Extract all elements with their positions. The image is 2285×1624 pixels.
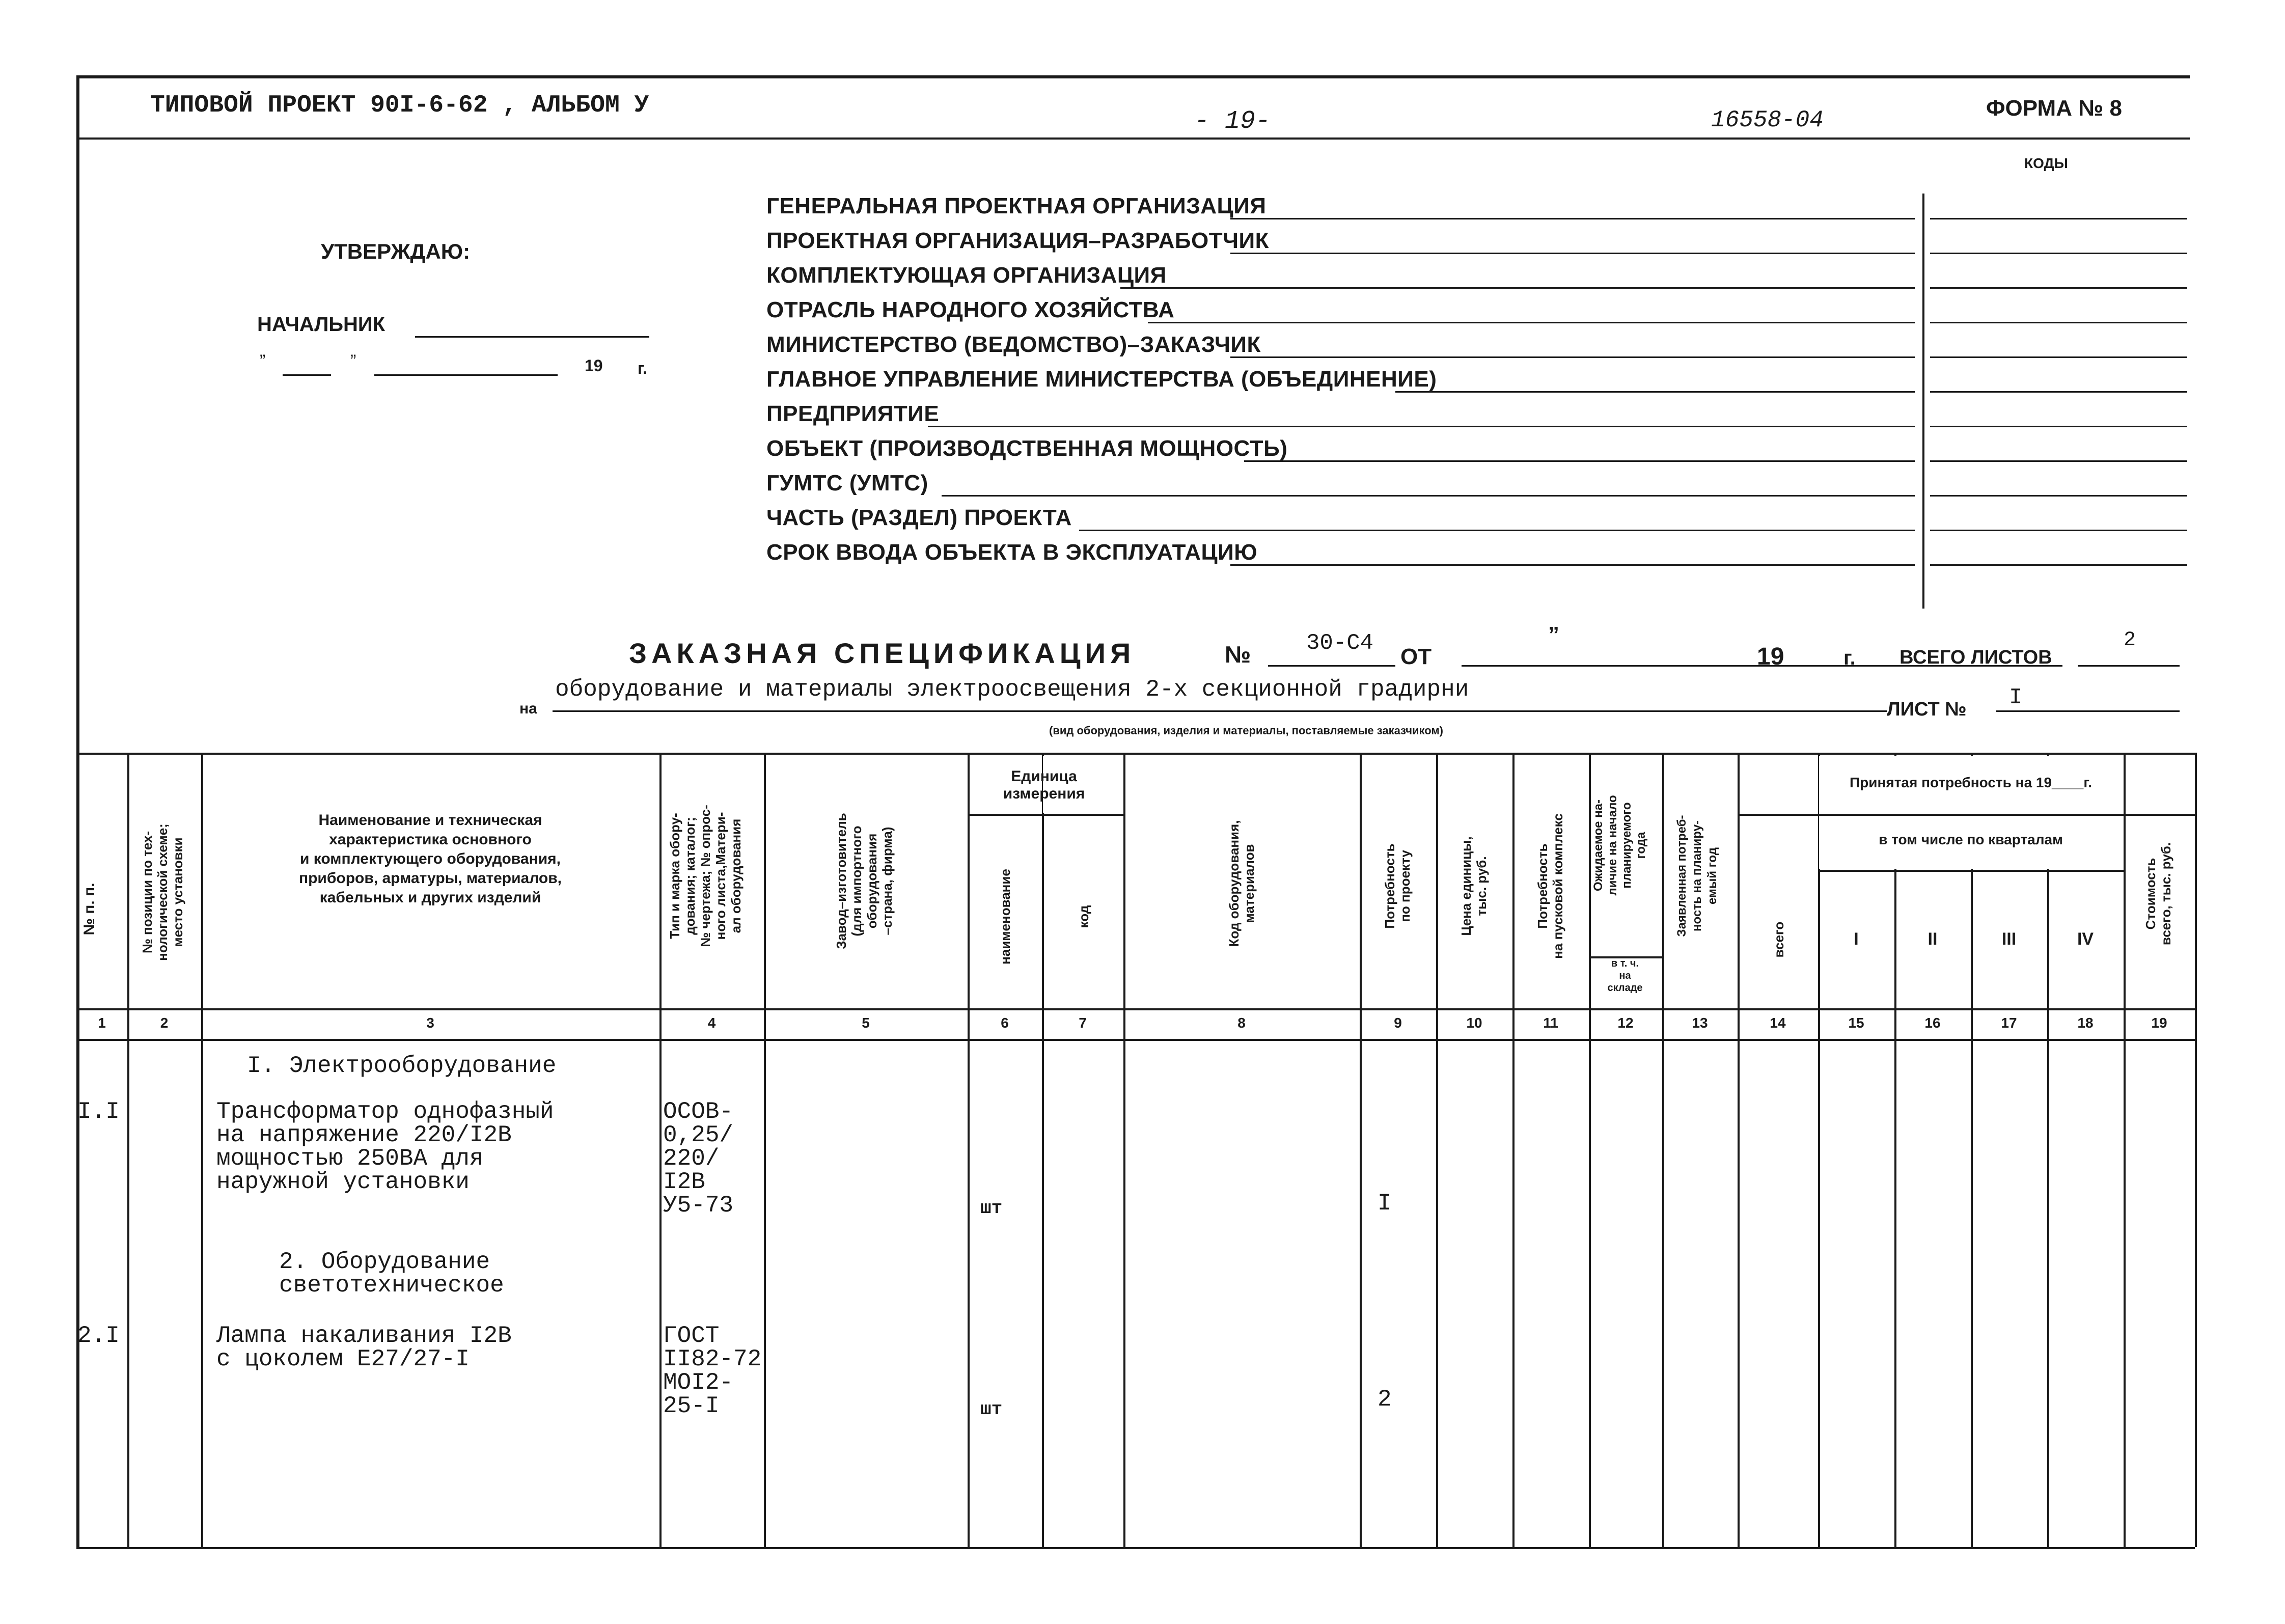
org-field-code-line[interactable] — [1930, 495, 2187, 497]
row-1-qty: I — [1378, 1190, 1392, 1217]
column-number: 10 — [1466, 1015, 1482, 1031]
row-1-unit: шт — [980, 1198, 1003, 1219]
header-c11: Потребность на пусковой комплекс — [1535, 813, 1565, 959]
table-column-line — [1436, 753, 1438, 1547]
date-quote-open: ” — [260, 351, 266, 371]
column-number: 7 — [1079, 1015, 1087, 1031]
table-column-line — [2195, 753, 2197, 1547]
column-number: 15 — [1848, 1015, 1864, 1031]
table-column-line — [201, 753, 203, 1547]
header-c8: Код оборудования, материалов — [1226, 820, 1257, 947]
org-field-label: ПРОЕКТНАЯ ОРГАНИЗАЦИЯ–РАЗРАБОТЧИК — [766, 228, 1270, 253]
section-title-1: I. Электрооборудование — [247, 1053, 557, 1079]
header-unit-group: Единица измерения — [1003, 768, 1085, 802]
unit-group-divider — [968, 814, 1123, 816]
column-number: 5 — [862, 1015, 870, 1031]
column-number: 2 — [160, 1015, 169, 1031]
org-field-line[interactable] — [1148, 322, 1915, 323]
org-field-label: ОБЪЕКТ (ПРОИЗВОДСТВЕННАЯ МОЩНОСТЬ) — [766, 436, 1288, 461]
column-number: 13 — [1692, 1015, 1708, 1031]
column-number: 8 — [1237, 1015, 1246, 1031]
column-number: 16 — [1924, 1015, 1941, 1031]
header-c2: № позиции по тех- нологической схеме; место установки — [140, 823, 185, 961]
header-c17: III — [2001, 929, 2017, 949]
org-field-line[interactable] — [1230, 564, 1915, 566]
row-2-qty: 2 — [1378, 1386, 1392, 1413]
table-bottom-border — [76, 1547, 2195, 1549]
spec-caption: (вид оборудования, изделия и материалы, поставляемые заказчиком) — [1049, 724, 1444, 737]
codes-vertical-line — [1922, 194, 1924, 609]
org-field-line[interactable] — [1395, 391, 1915, 393]
registration-number: 16558-04 — [1711, 107, 1824, 133]
column-number: 18 — [2077, 1015, 2094, 1031]
table-top-border — [76, 753, 2195, 755]
spec-from-label: ОТ — [1400, 644, 1432, 669]
org-field-line[interactable] — [942, 495, 1915, 497]
header-c16: II — [1928, 929, 1938, 949]
project-title: ТИПОВОЙ ПРОЕКТ 90I-6-62 , АЛЬБОМ У — [150, 92, 649, 119]
header-c7: код — [1076, 905, 1091, 928]
org-field-label: ГУМТС (УМТС) — [766, 471, 928, 496]
spec-year: 19 — [1757, 643, 1784, 670]
header-c5: Завод–изготовитель (для импортного оборудования –страна, фирма) — [834, 813, 895, 949]
column-number: 12 — [1617, 1015, 1634, 1031]
column-number: 4 — [707, 1015, 716, 1031]
section-title-2: 2. Оборудование светотехническое — [279, 1249, 504, 1299]
table-column-line — [1738, 753, 1740, 1547]
row-2-num: 2.I — [77, 1323, 120, 1349]
table-column-line — [659, 753, 662, 1547]
date-day-line — [283, 374, 331, 376]
org-field-line[interactable] — [1230, 253, 1915, 254]
date-quote-close: ” — [350, 351, 356, 371]
table-column-line — [764, 753, 766, 1547]
header-c12-sub: в т. ч. на складе — [1607, 958, 1643, 994]
table-column-line — [76, 753, 78, 1547]
org-field-line[interactable] — [1244, 460, 1915, 462]
header-c10: Цена единицы, тыс. руб. — [1458, 836, 1489, 936]
header-c19: Стоимость всего, тыс. руб. — [2143, 842, 2173, 946]
org-field-label: ЧАСТЬ (РАЗДЕЛ) ПРОЕКТА — [766, 505, 1072, 530]
org-field-code-line[interactable] — [1930, 218, 2187, 219]
column-number: 1 — [98, 1015, 106, 1031]
org-field-code-line[interactable] — [1930, 564, 2187, 566]
table-column-line — [2047, 753, 2049, 1547]
header-quarters-group: в том числе по кварталам — [1879, 832, 2063, 847]
table-header-bottom — [76, 1008, 2195, 1010]
org-field-code-line[interactable] — [1930, 287, 2187, 289]
org-field-label: ОТРАСЛЬ НАРОДНОГО ХОЗЯЙСТВА — [766, 297, 1175, 322]
table-column-line — [1662, 753, 1664, 1547]
header-c1: № п. п. — [81, 883, 98, 935]
accepted-group-divider — [1738, 814, 2195, 816]
org-field-label: МИНИСТЕРСТВО (ВЕДОМСТВО)–ЗАКАЗЧИК — [766, 332, 1261, 357]
sheet-line — [1996, 710, 2180, 712]
header-c12: Ожидаемое на- личие на начало планируемого года — [1591, 795, 1648, 896]
org-field-label: ПРЕДПРИЯТИЕ — [766, 401, 940, 426]
spec-year-suffix: г. — [1843, 647, 1856, 669]
org-field-line[interactable] — [1120, 287, 1915, 289]
column-number: 14 — [1770, 1015, 1786, 1031]
spec-number-label: № — [1225, 641, 1251, 668]
table-column-line — [1512, 753, 1515, 1547]
org-field-code-line[interactable] — [1930, 322, 2187, 323]
org-field-code-line[interactable] — [1930, 391, 2187, 393]
org-field-label: СРОК ВВОДА ОБЪЕКТА В ЭКСПЛУАТАЦИЮ — [766, 540, 1258, 565]
spec-date-quote: ” — [1548, 622, 1559, 647]
spec-subject-line — [553, 710, 1887, 712]
row-2-type: ГОСТ II82-72 МОI2- 25-I — [663, 1323, 762, 1419]
column-number: 9 — [1394, 1015, 1402, 1031]
column-number: 3 — [426, 1015, 434, 1031]
table-column-line — [1360, 753, 1362, 1547]
sheet-number: I — [2009, 685, 2023, 710]
approve-label: УТВЕРЖДАЮ: — [321, 239, 471, 263]
header-c14: всего — [1771, 921, 1786, 958]
org-field-label: КОМПЛЕКТУЮЩАЯ ОРГАНИЗАЦИЯ — [766, 263, 1167, 288]
outer-top-border — [76, 75, 2190, 78]
table-column-line — [1123, 753, 1125, 1547]
spec-number-line — [1268, 665, 1395, 667]
codes-label: КОДЫ — [2024, 155, 2068, 171]
total-sheets-line — [2078, 665, 2180, 667]
date-month-line — [374, 374, 558, 376]
org-field-code-line[interactable] — [1930, 356, 2187, 358]
total-sheets-label: ВСЕГО ЛИСТОВ — [1899, 647, 2052, 668]
header-accepted-group: Принятая потребность на 19____г. — [1850, 775, 2092, 790]
header-c6: наименование — [998, 869, 1013, 965]
org-field-code-line[interactable] — [1930, 460, 2187, 462]
table-column-line — [1894, 753, 1896, 1547]
column-number: 19 — [2151, 1015, 2167, 1031]
table-column-line — [1818, 753, 1820, 1547]
row-1-type: ОСОВ- 0,25/ 220/ I2В У5-73 — [663, 1098, 734, 1219]
header-divider — [76, 137, 2190, 140]
spec-title: ЗАКАЗНАЯ СПЕЦИФИКАЦИЯ — [629, 637, 1136, 669]
org-field-line[interactable] — [1230, 356, 1915, 358]
spec-number: 30-С4 — [1306, 630, 1374, 656]
table-column-line — [2124, 753, 2126, 1547]
org-field-label: ГЕНЕРАЛЬНАЯ ПРОЕКТНАЯ ОРГАНИЗАЦИЯ — [766, 194, 1267, 218]
org-field-code-line[interactable] — [1930, 426, 2187, 427]
approval-year-suffix: г. — [638, 359, 648, 377]
approval-year: 19 — [585, 356, 603, 375]
table-column-line — [1589, 753, 1591, 1547]
chief-signature-line — [415, 336, 649, 338]
on-label: на — [519, 700, 537, 717]
header-c4: Тип и марка обору- дования; каталог; № чертежа; № опрос- ного листа,Матери- ал оборудования — [667, 805, 744, 947]
org-field-label: ГЛАВНОЕ УПРАВЛЕНИЕ МИНИСТЕРСТВА (ОБЪЕДИНЕНИЕ) — [766, 367, 1437, 392]
header-c3: Наименование и техническая характеристика основного и комплектующего оборудования, приборов, арматуры, материалов, кабельных и других изделий — [298, 812, 562, 906]
table-column-line — [127, 753, 129, 1547]
org-field-line[interactable] — [1079, 530, 1915, 531]
chief-label: НАЧАЛЬНИК — [257, 313, 386, 336]
total-sheets-value: 2 — [2124, 629, 2136, 652]
org-field-code-line[interactable] — [1930, 530, 2187, 531]
header-c9: Потребность по проекту — [1382, 843, 1413, 929]
header-c18: IV — [2077, 929, 2094, 949]
org-field-code-line[interactable] — [1930, 253, 2187, 254]
page-number: - 19- — [1194, 107, 1271, 136]
column-number: 6 — [1001, 1015, 1009, 1031]
row-2-name: Лампа накаливания I2В с цоколем Е27/27-I — [216, 1323, 512, 1372]
org-field-line[interactable] — [928, 426, 1915, 427]
sheet-label: ЛИСТ № — [1887, 699, 1967, 720]
quarters-group-divider — [1818, 870, 2124, 872]
org-field-line[interactable] — [1230, 218, 1915, 219]
table-column-line — [1971, 753, 1973, 1547]
table-column-line — [1042, 753, 1044, 1547]
row-1-name: Трансформатор однофазный на напряжение 220/I2В мощностью 250ВА для наружной установки — [216, 1098, 554, 1195]
row-1-num: I.I — [77, 1098, 120, 1125]
column-number: 11 — [1543, 1015, 1558, 1031]
spec-subject: оборудование и материалы электроосвещения 2-х секционной градирни — [555, 676, 1469, 703]
table-numbers-bottom — [76, 1039, 2195, 1041]
table-column-line — [968, 753, 970, 1547]
form-number: ФОРМА № 8 — [1986, 96, 2122, 121]
row-2-unit: шт — [980, 1399, 1003, 1420]
header-c13: Заявленная потреб- ность на планиру- емый год — [1675, 815, 1719, 937]
column-number: 17 — [2001, 1015, 2017, 1031]
header-c15: I — [1854, 929, 1859, 949]
